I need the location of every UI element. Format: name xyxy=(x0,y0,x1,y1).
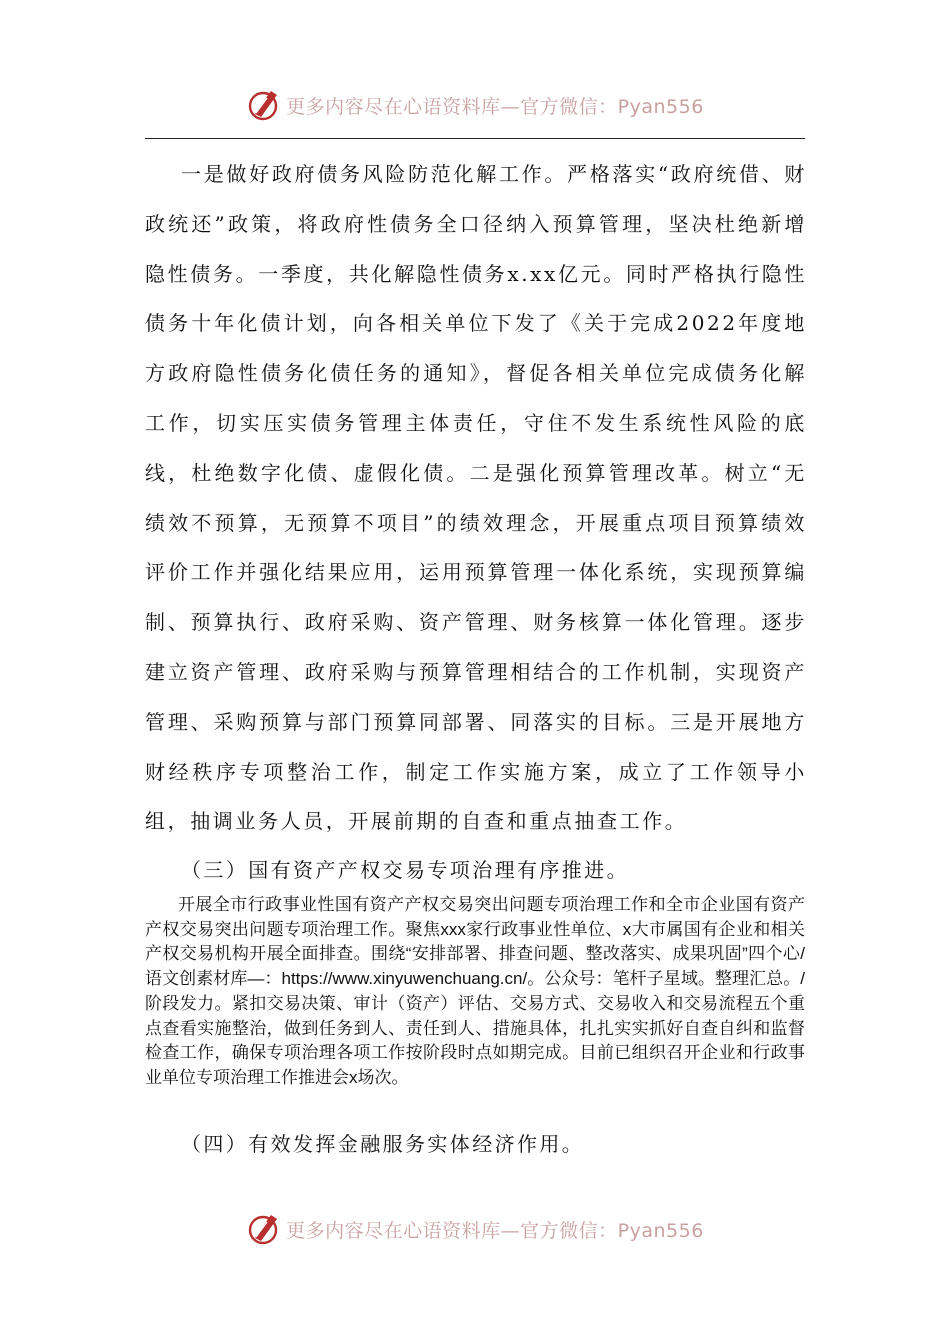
banner-wechat-id: Pyan556 xyxy=(617,95,704,118)
header-rule xyxy=(145,138,805,139)
banner-wechat-id: Pyan556 xyxy=(617,1219,704,1242)
header-banner xyxy=(0,82,950,128)
body-paragraph-asset-trading: 开展全市行政事业性国有资产产权交易突出问题专项治理工作和全市企业国有资产产权交易突出问题专项治理工作。聚焦xxx家行政事业性单位、x大市属国有企业和相关产权交易机构开展全面排查。围绕“安排部署、排查问题、整改落实、成果巩固”四个心/语文创素材库—：https://www.xinyuwenchuang.cn/。公众号：笔杆子星域。整理汇总。/阶段发力。紧扣交易决策、审计（资产）评估、交易方式、交易收入和交易流程五个重点查看实施整治，做到任务到人、责任到人、措施具体，扎扎实实抓好自查自纠和监督检查工作，确保专项治理各项工作按阶段时点如期完成。目前已组织召开企业和行政事业单位专项治理工作推进会x场次。 xyxy=(145,895,805,1087)
banner-text: 更多内容尽在心语资料库—官方微信：Pyan556 xyxy=(286,95,704,118)
banner-text: 更多内容尽在心语资料库—官方微信：Pyan556 xyxy=(286,1219,704,1242)
section-heading-4: （四）有效发挥金融服务实体经济作用。 xyxy=(181,1132,585,1156)
section-heading-3: （三）国有资产产权交易专项治理有序推进。 xyxy=(181,858,629,882)
footer-banner xyxy=(0,1206,950,1252)
body-paragraph-debt-budget: 一是做好政府债务风险防范化解工作。严格落实“政府统借、财政统还”政策，将政府性债务全口径纳入预算管理，坚决杜绝新增隐性债务。一季度，共化解隐性债务x.xx亿元。同时严格执行隐性债务十年化债计划，向各相关单位下发了《关于完成2022年度地方政府隐性债务化债任务的通知》，督促各相关单位完成债务化解工作，切实压实债务管理主体责任，守住不发生系统性风险的底线，杜绝数字化债、虚假化债。二是强化预算管理改革。树立“无绩效不预算，无预算不项目”的绩效理念，开展重点项目预算绩效评价工作并强化结果应用，运用预算管理一体化系统，实现预算编制、预算执行、政府采购、资产管理、财务核算一体化管理。逐步建立资产管理、政府采购与预算管理相结合的工作机制，实现资产管理、采购预算与部门预算同部署、同落实的目标。三是开展地方财经秩序专项整治工作，制定工作实施方案，成立了工作领导小组，抽调业务人员，开展前期的自查和重点抽查工作。 xyxy=(145,162,807,834)
pen-nib-logo-icon xyxy=(246,1211,282,1247)
pen-nib-logo-icon xyxy=(246,87,282,123)
